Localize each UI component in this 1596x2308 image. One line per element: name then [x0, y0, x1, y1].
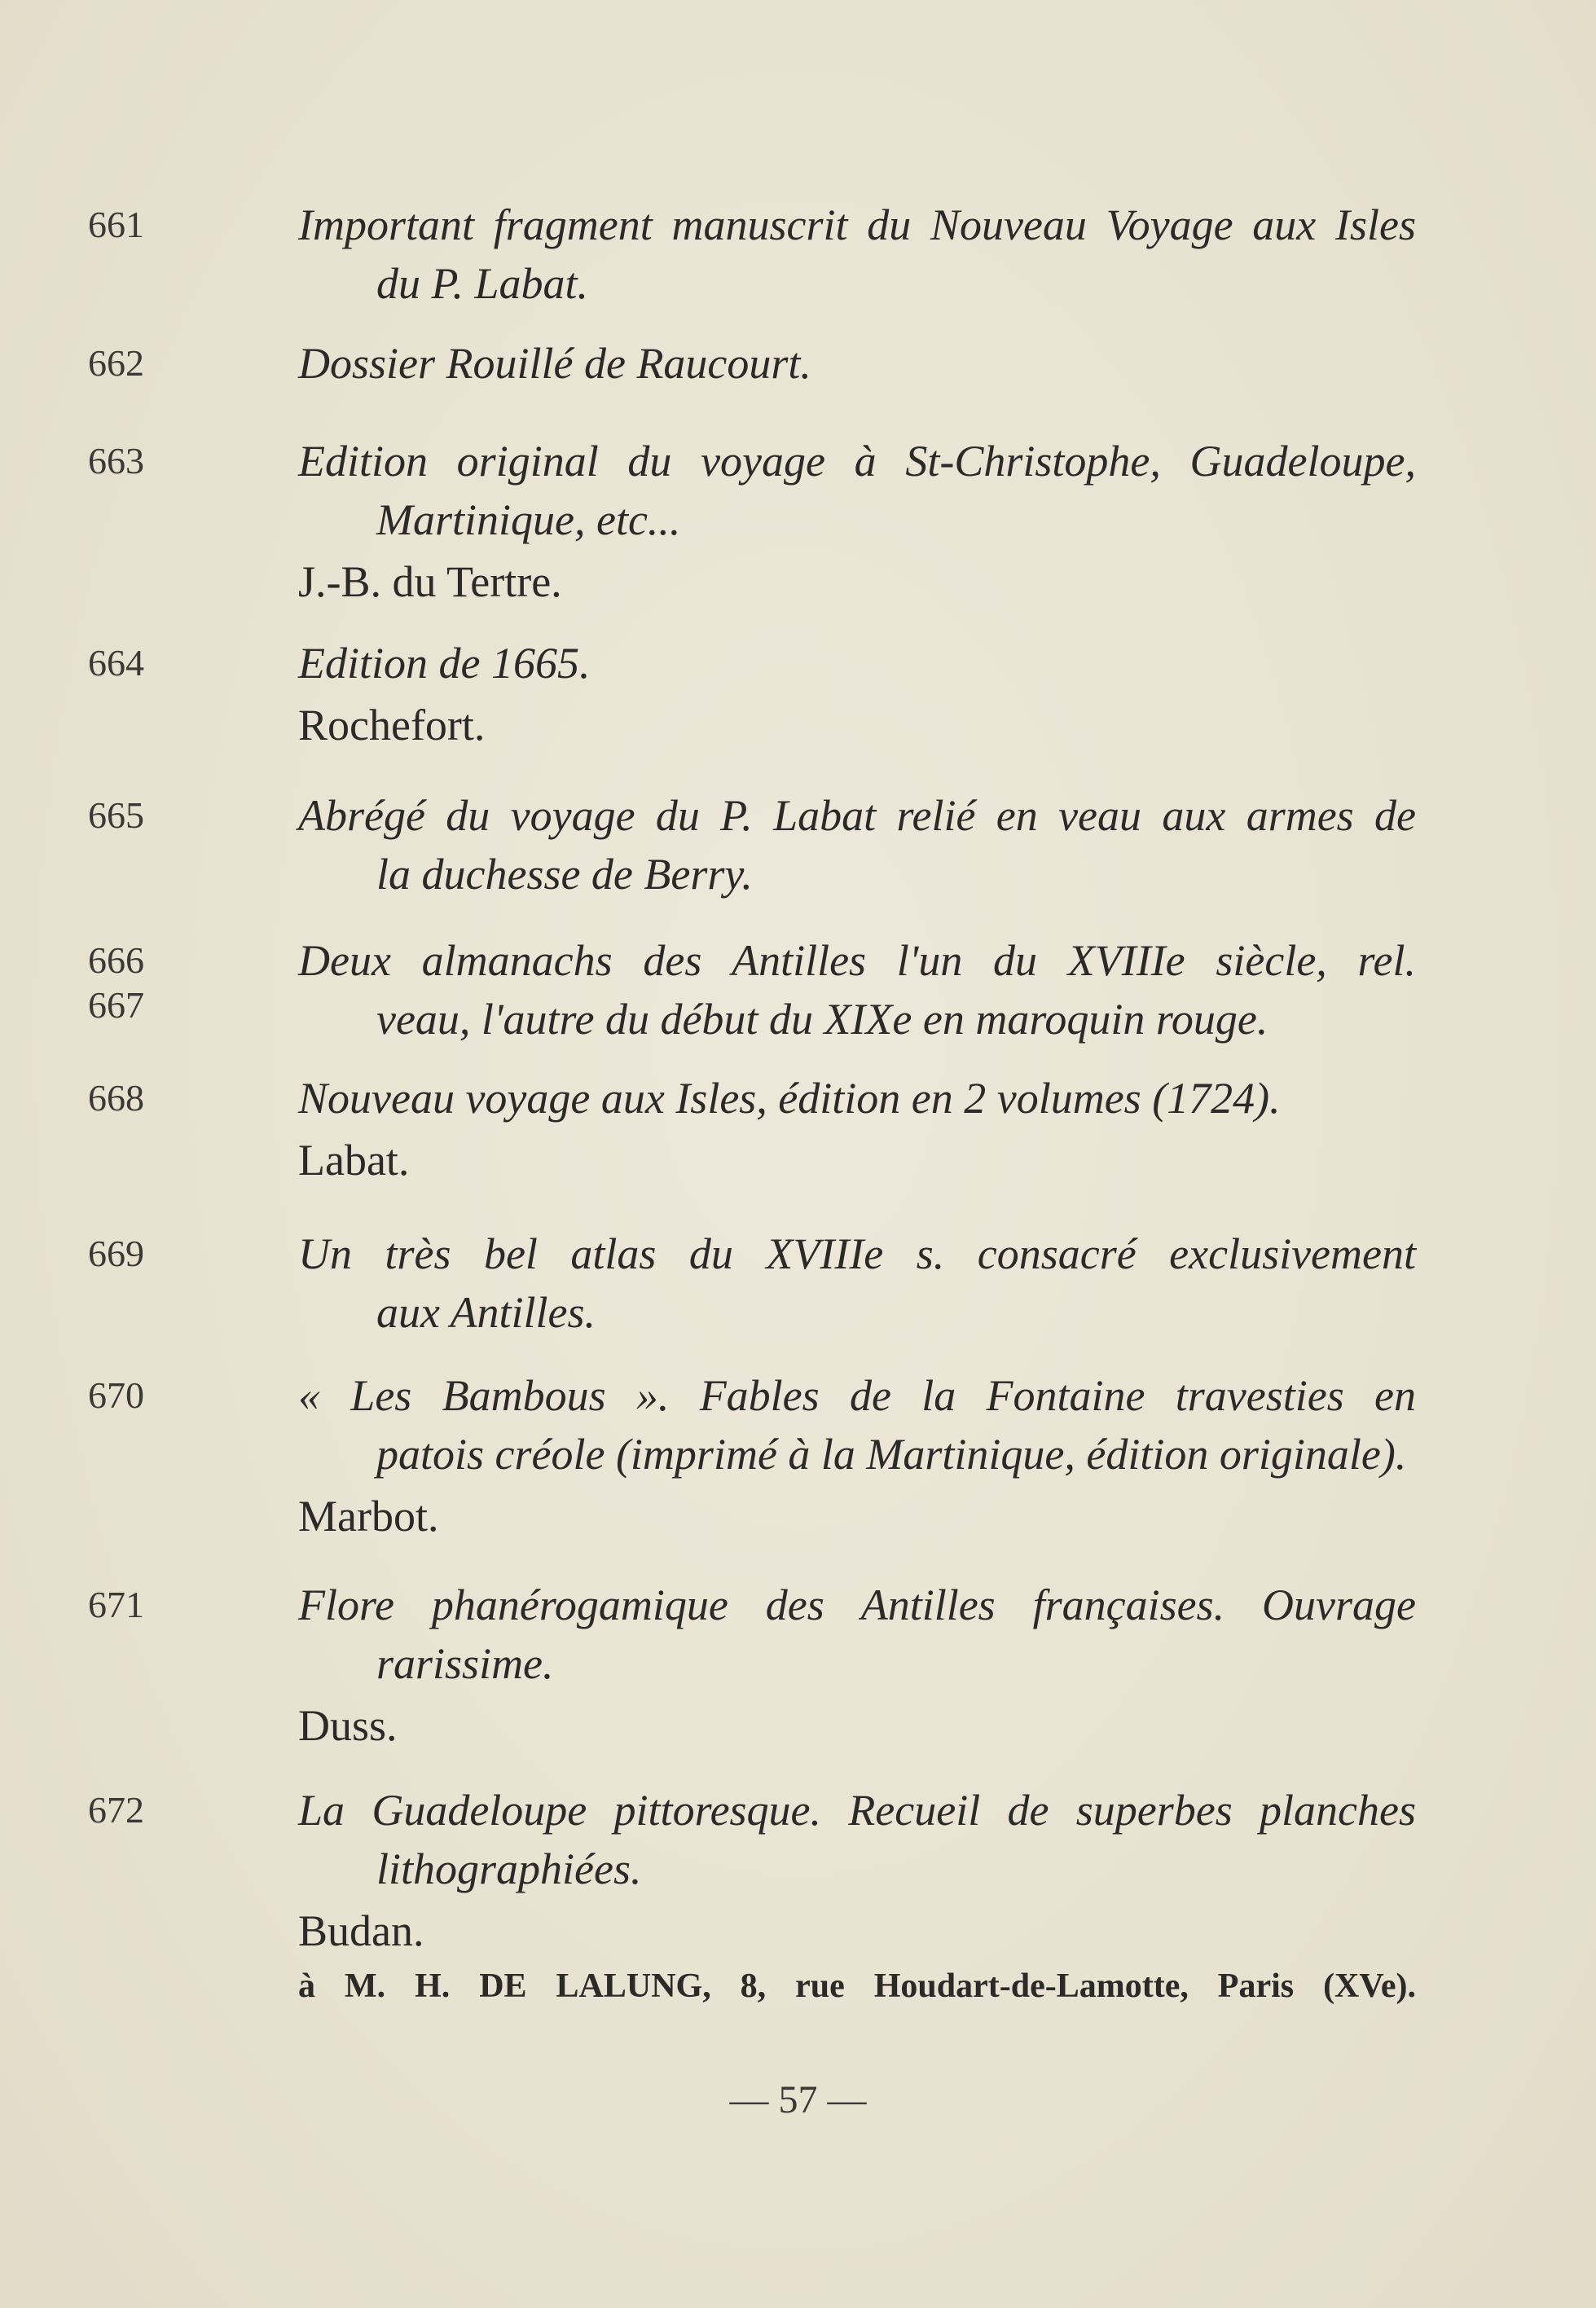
entry-number: 671: [88, 1584, 144, 1625]
address-line: à M. H. DE LALUNG, 8, rue Houdart-de-Lamotte, Paris (XVe).: [298, 1967, 1416, 2005]
entry-title-line: Abrégé du voyage du P. Labat relié en veau aux armes de: [298, 791, 1416, 840]
entry-number: 670: [88, 1374, 144, 1416]
entry-title-line: Martinique, etc...: [376, 495, 681, 544]
entry-author: Marbot.: [298, 1492, 439, 1541]
entry-title-line: Edition original du voyage à St-Christophe, Guadeloupe,: [298, 437, 1416, 486]
entry-title-line: Edition de 1665.: [298, 639, 591, 688]
entry-number: 662: [88, 342, 144, 384]
entry-author: Duss.: [298, 1701, 398, 1750]
entry-number: 669: [88, 1233, 144, 1274]
entry-title-line: Dossier Rouillé de Raucourt.: [298, 339, 811, 388]
entry-number: 666: [88, 939, 144, 981]
entry-title-line: lithographiées.: [376, 1844, 642, 1893]
entry-author: Labat.: [298, 1136, 410, 1185]
entry-number: 667: [88, 984, 144, 1026]
entry-number: 665: [88, 794, 144, 836]
page-number: — 57 —: [729, 2078, 867, 2121]
entry-title-line: Un très bel atlas du XVIIIe s. consacré exclusivement: [298, 1229, 1416, 1278]
entry-title-line: veau, l'autre du début du XIXe en maroquin rouge.: [376, 995, 1268, 1044]
entry-title-line: patois créole (imprimé à la Martinique, édition originale).: [376, 1430, 1407, 1479]
entry-title-line: Nouveau voyage aux Isles, édition en 2 volumes (1724).: [298, 1074, 1281, 1123]
entry-title-line: La Guadeloupe pittoresque. Recueil de superbes planches: [298, 1786, 1416, 1835]
entry-number: 663: [88, 440, 144, 481]
entry-number: 672: [88, 1789, 144, 1831]
entry-number: 661: [88, 204, 144, 245]
entry-title-line: aux Antilles.: [376, 1288, 596, 1337]
entry-title-line: Flore phanérogamique des Antilles françaises. Ouvrage: [298, 1580, 1416, 1629]
entry-author: Rochefort.: [298, 701, 486, 750]
entry-title-line: du P. Labat.: [376, 259, 589, 308]
entry-number: 668: [88, 1077, 144, 1119]
entry-number: 664: [88, 642, 144, 684]
entry-author: J.-B. du Tertre.: [298, 557, 562, 606]
entry-author: Budan.: [298, 1906, 424, 1955]
entry-title-line: Deux almanachs des Antilles l'un du XVIIIe siècle, rel.: [298, 936, 1416, 985]
entry-title-line: Important fragment manuscrit du Nouveau Voyage aux Isles: [298, 200, 1416, 249]
entry-title-line: rarissime.: [376, 1639, 554, 1688]
entry-title-line: « Les Bambous ». Fables de la Fontaine travesties en: [298, 1371, 1416, 1420]
entry-title-line: la duchesse de Berry.: [376, 850, 753, 899]
